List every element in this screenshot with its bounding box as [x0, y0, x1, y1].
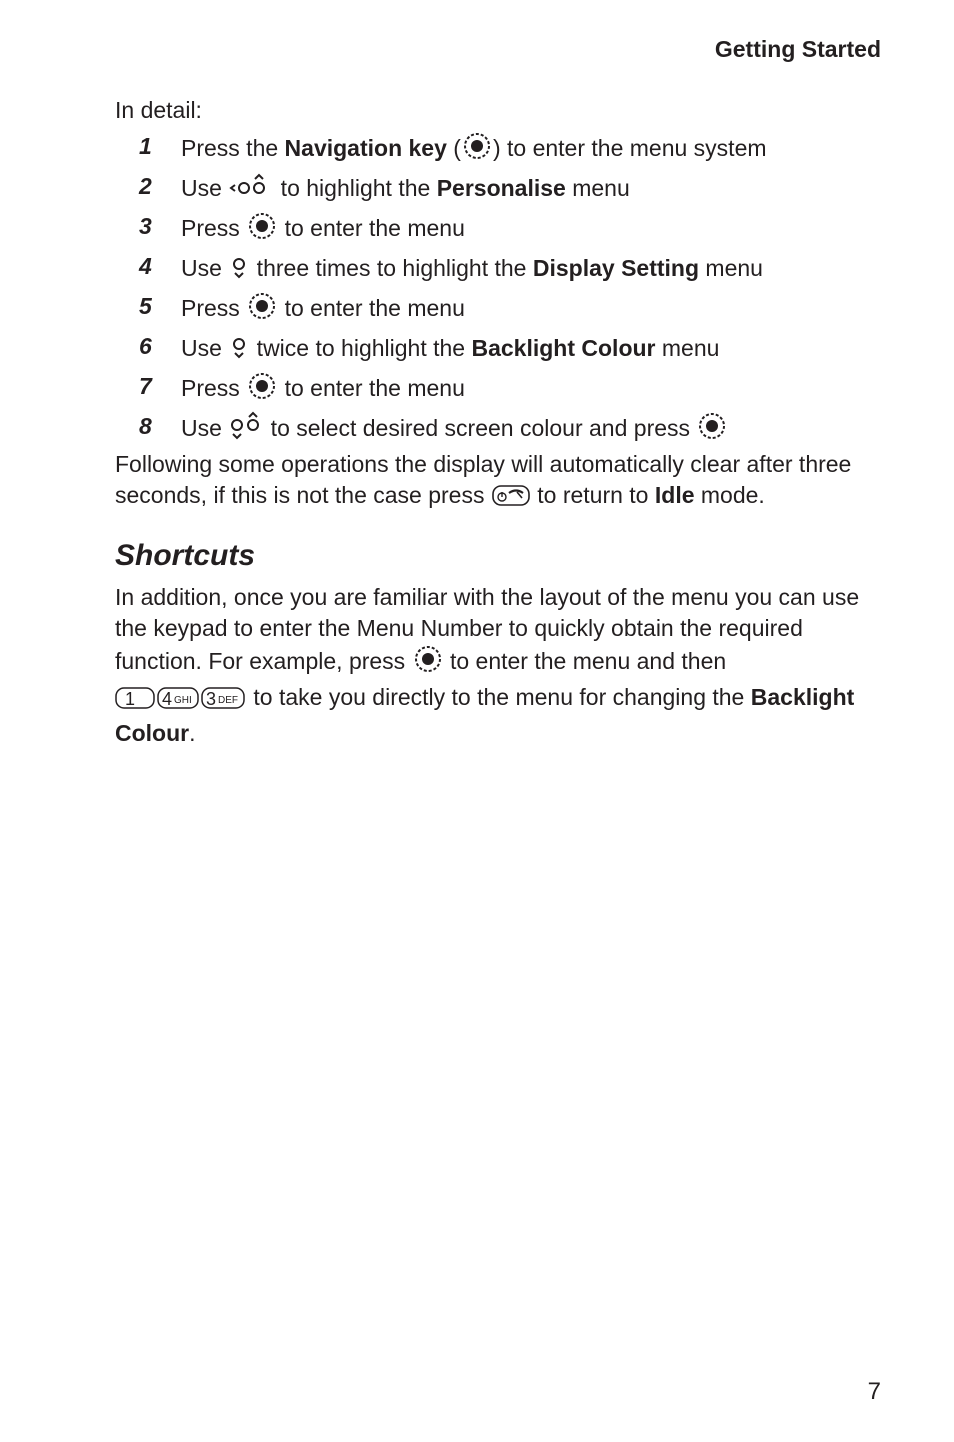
- step-text: [181, 291, 465, 329]
- running-header: Getting Started: [714, 36, 881, 62]
- step-text-part: Use: [181, 335, 229, 361]
- step-text-part: Use: [181, 175, 229, 201]
- nav-key-icon: [696, 411, 728, 449]
- shortcuts-paragraph: [115, 582, 885, 749]
- nav-key-icon: [246, 291, 278, 329]
- steps-list: [115, 131, 885, 451]
- idle-paragraph: [115, 449, 885, 516]
- step-text: [181, 331, 719, 369]
- step-text-part: Press: [181, 295, 247, 321]
- key-digit: 4: [162, 689, 173, 709]
- step-bold-term: Navigation key: [284, 135, 447, 161]
- key-3-icon: [201, 686, 247, 718]
- key-1-icon: [115, 686, 157, 718]
- up-down-arrows-icon: [228, 411, 264, 449]
- step-number: 8: [139, 413, 152, 439]
- step-text-part: menu: [655, 335, 720, 361]
- step-text-part: menu: [699, 255, 763, 281]
- nav-key-icon: [246, 371, 278, 409]
- step-2: [115, 171, 885, 211]
- step-bold-term: Backlight Colour: [471, 335, 656, 361]
- idle-term: Idle: [654, 482, 695, 508]
- step-text-part: to enter the menu: [278, 295, 465, 321]
- paragraph-text: Following some operations the display will automatically clear after three seconds, if this is not the case press: [115, 451, 852, 508]
- step-text-part: menu: [565, 175, 630, 201]
- key-4-icon: [157, 686, 201, 718]
- step-text-part: Press: [181, 215, 247, 241]
- page-content: [115, 95, 885, 749]
- step-7: [115, 371, 885, 411]
- down-arrow-icon: [228, 251, 250, 289]
- step-3: [115, 211, 885, 251]
- key-digit: 3: [206, 689, 217, 709]
- step-bold-term: Display Setting: [532, 255, 700, 281]
- step-number: 3: [139, 213, 152, 239]
- step-text-part: Use: [181, 415, 229, 441]
- step-number: 7: [139, 373, 152, 399]
- step-number: 5: [139, 293, 152, 319]
- step-6: [115, 331, 885, 371]
- step-bold-term: Personalise: [436, 175, 566, 201]
- paragraph-text: .: [189, 720, 196, 746]
- step-text-part: to enter the menu: [278, 375, 465, 401]
- down-arrow-icon: [228, 331, 250, 369]
- step-text-part: to select desired screen colour and press: [264, 415, 697, 441]
- intro-text: In detail:: [115, 97, 202, 123]
- paragraph-text: mode.: [694, 482, 765, 508]
- step-text: [181, 411, 728, 449]
- nav-key-icon: [461, 131, 493, 169]
- key-digit: 1: [125, 689, 136, 709]
- step-number: 6: [139, 333, 152, 359]
- step-text-part: twice to highlight the: [250, 335, 472, 361]
- step-4: [115, 251, 885, 291]
- step-number: 1: [139, 133, 152, 159]
- step-text-part: to highlight the: [274, 175, 437, 201]
- end-call-key-icon: [491, 482, 531, 516]
- left-up-arrows-icon: [228, 171, 274, 209]
- step-text: [181, 371, 465, 409]
- step-text: [181, 251, 763, 289]
- step-5: [115, 291, 885, 331]
- step-text-part: three times to highlight the: [250, 255, 533, 281]
- step-text-part: Press: [181, 375, 247, 401]
- step-text-part: Use: [181, 255, 229, 281]
- step-number: 4: [139, 253, 152, 279]
- paragraph-text: to enter the menu and then: [443, 648, 727, 674]
- key-letters: DEF: [218, 695, 238, 706]
- step-text: [181, 131, 767, 169]
- nav-key-icon: [412, 644, 444, 682]
- step-text: [181, 171, 630, 209]
- page-number: 7: [867, 1378, 881, 1405]
- step-text-part: (: [446, 135, 461, 161]
- backlight-term: Backlight Colour: [115, 684, 855, 746]
- step-text-part: Press the: [181, 135, 285, 161]
- step-8: [115, 411, 885, 451]
- step-text-part: ) to enter the menu system: [492, 135, 767, 161]
- step-text: [181, 211, 465, 249]
- nav-key-icon: [246, 211, 278, 249]
- paragraph-text: In addition, once you are familiar with the layout of the menu you can use the keypad to enter the Menu Number to quickly obtain the required function. For example, press: [115, 584, 860, 674]
- paragraph-text: to return to: [530, 482, 655, 508]
- step-1: [115, 131, 885, 171]
- paragraph-text: to take you directly to the menu for changing the: [247, 684, 751, 710]
- key-letters: GHI: [174, 695, 192, 706]
- step-text-part: to enter the menu: [278, 215, 465, 241]
- section-heading: Shortcuts: [115, 539, 256, 572]
- step-number: 2: [139, 173, 152, 199]
